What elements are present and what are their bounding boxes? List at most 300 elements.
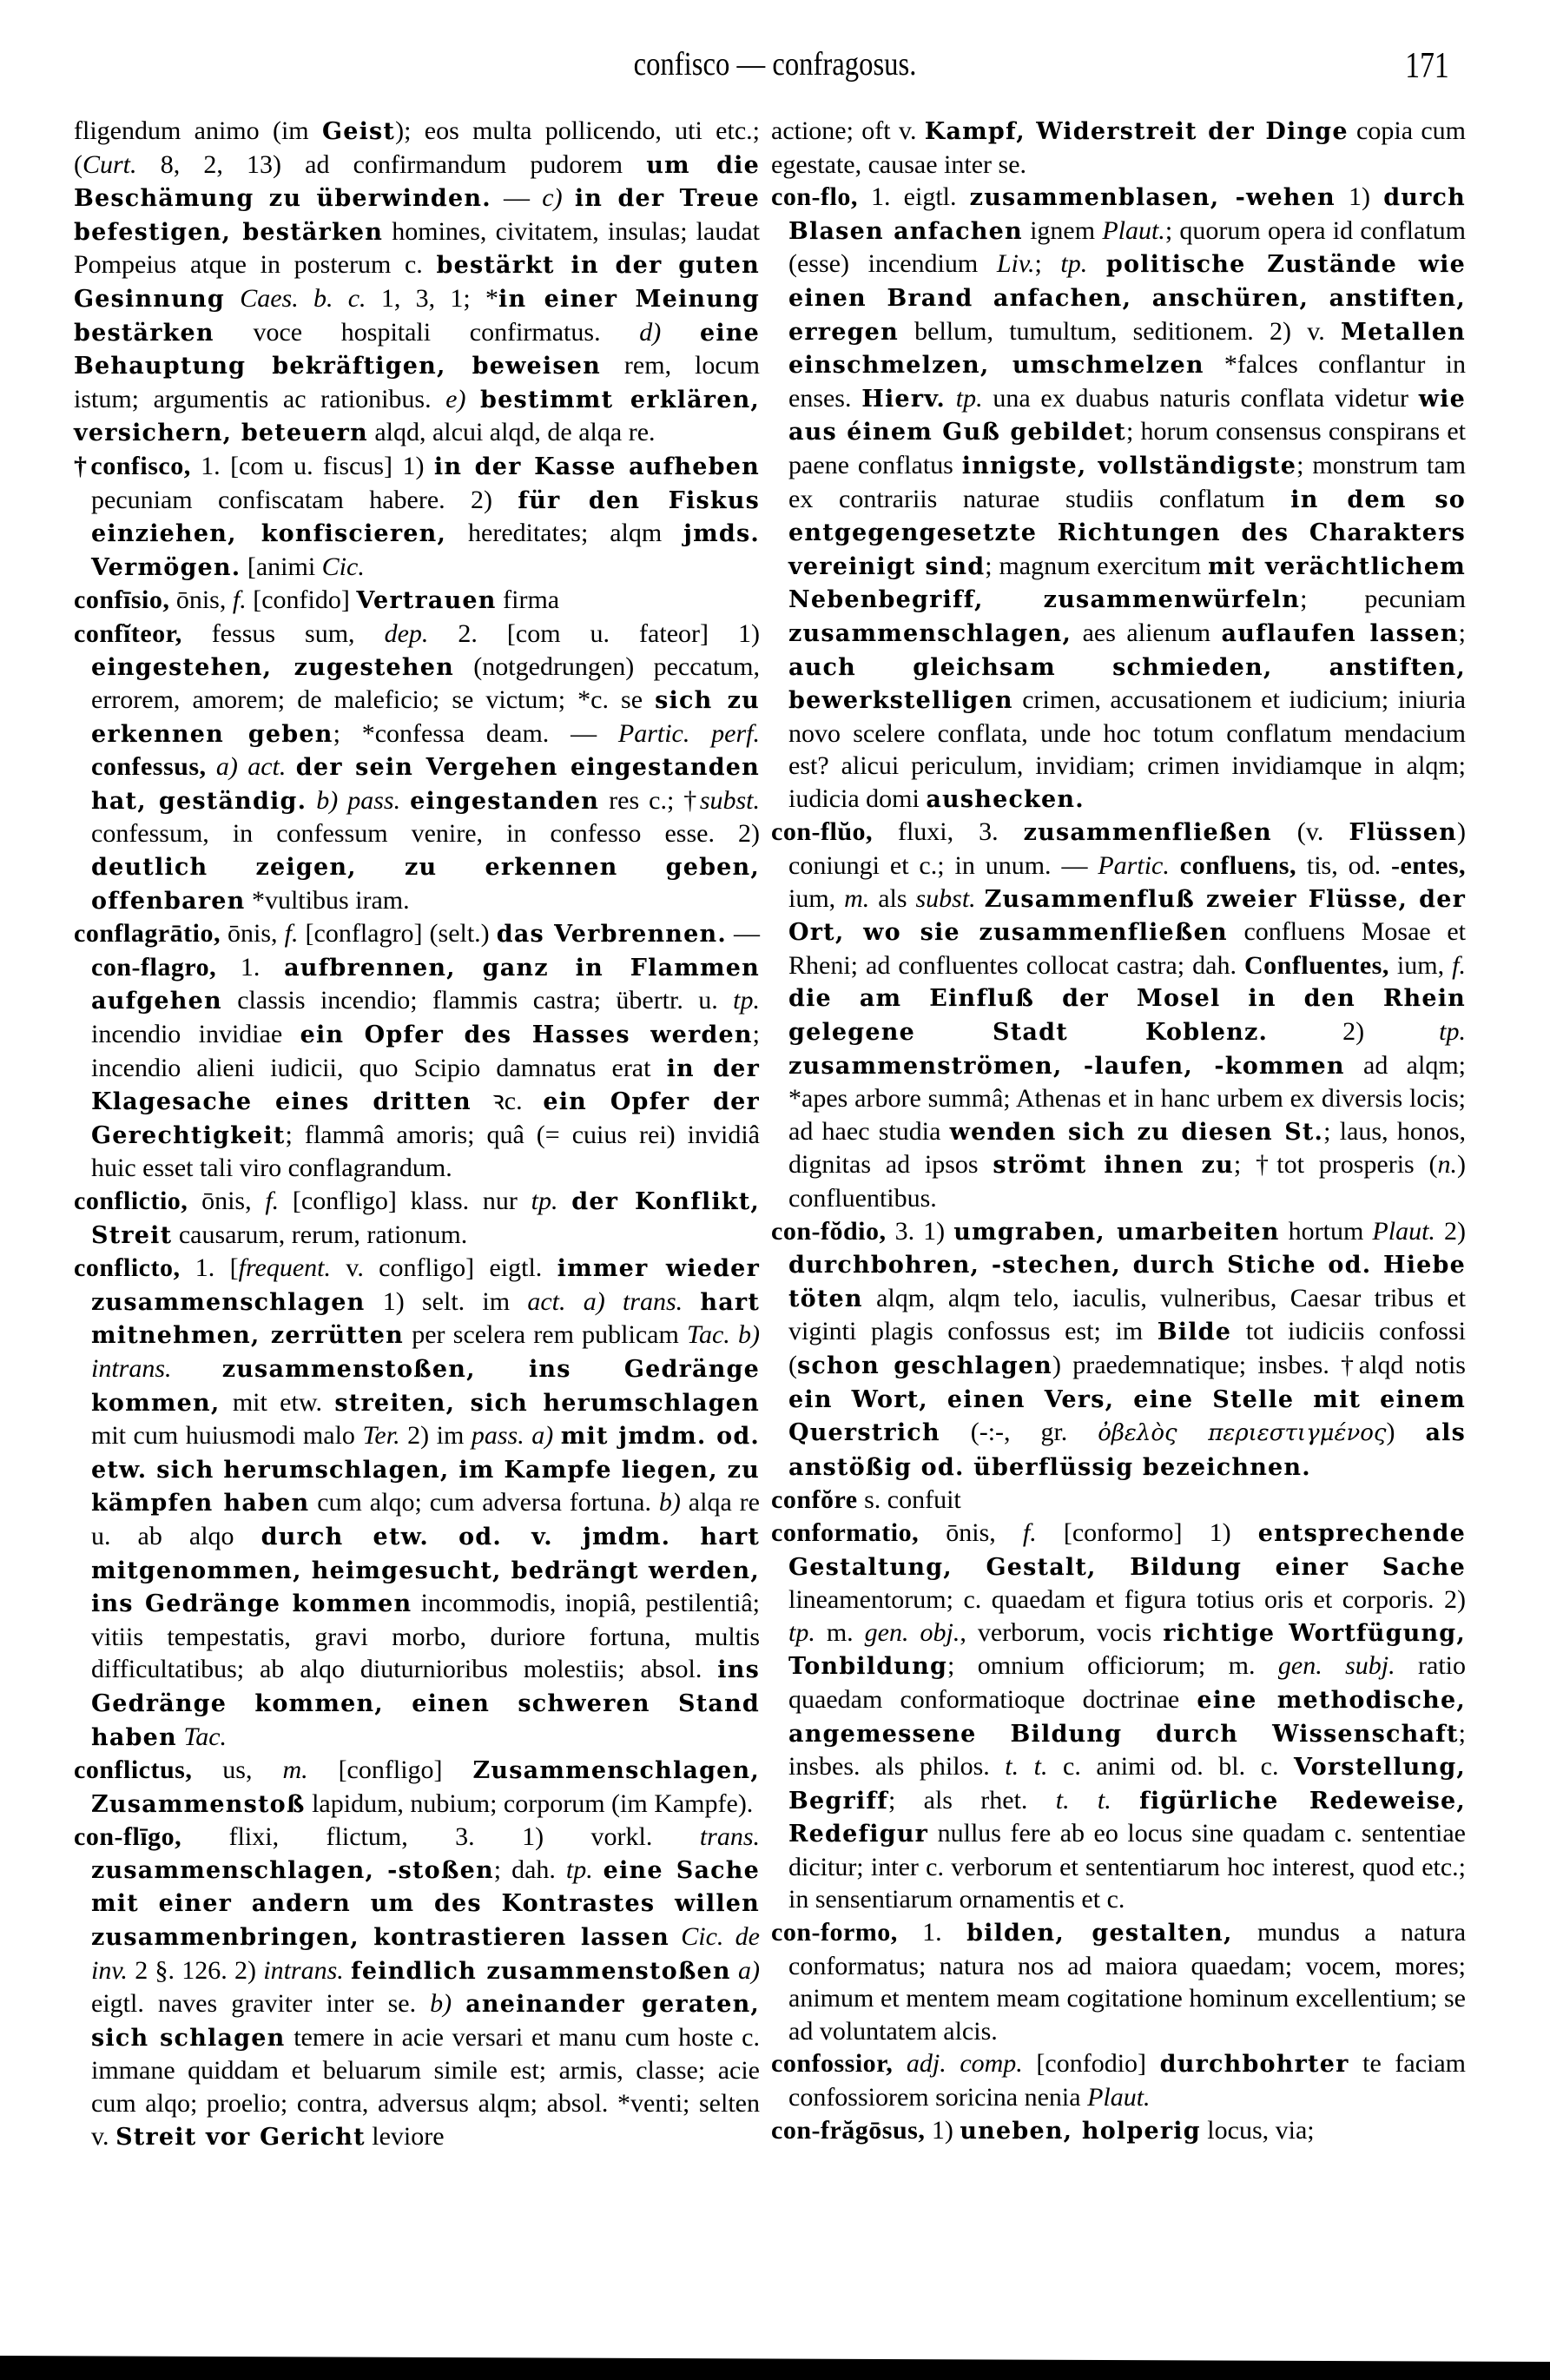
abbreviation: tp. (1439, 1017, 1466, 1047)
entry-text (976, 884, 985, 913)
dictionary-entry (74, 1252, 760, 1754)
entry-text: classis incendio; flammis castra; übertr. u. (221, 986, 734, 1015)
entry-headword: confĭteor, (74, 618, 182, 648)
entry-text: ; horum consensus conspirans et paene conflatus (788, 417, 1466, 479)
german-gloss: bestärkt in der guten Gesinnung (74, 252, 760, 313)
entry-headword: con-frăgōsus, (771, 2115, 926, 2145)
entry-text: ꝛc. (471, 1087, 544, 1116)
abbreviation: Ter. (362, 1421, 400, 1451)
entry-text: bellum, tumultum, seditionem. 2) v. (898, 316, 1342, 346)
entry-text: actione; oft v. (771, 116, 925, 145)
german-gloss: mit verächtlichem Nebenbegriff, zusammenwürfeln (788, 552, 1466, 614)
entry-text: 2) (1268, 1017, 1440, 1047)
entry-text: tot iudiciis confossi ( (788, 1317, 1466, 1379)
entry-text: (notgedrungen) peccatum, errorem, amorem; de maleficio; se victum; *c. se (91, 651, 761, 715)
abbreviation: Plaut. (1087, 2083, 1151, 2112)
german-gloss: auch gleichsam schmieden, anstiften, bewerkstelligen (788, 653, 1466, 715)
abbreviation: e) (445, 384, 466, 413)
sub-headword: confluens, (1179, 851, 1296, 881)
dictionary-entry (74, 1821, 760, 2153)
entry-text: us, (192, 1755, 283, 1785)
entry-headword: conflicto, (74, 1253, 181, 1283)
entry-text: hereditates; alqm (446, 519, 684, 548)
entry-text (452, 1989, 465, 2018)
abbreviation: a) act. (215, 752, 287, 782)
abbreviation: d) (639, 317, 662, 347)
entry-text: una ex duabus naturis conflata videtur (982, 383, 1419, 413)
german-gloss: zusammenstoßen, ins Gedränge kommen, (91, 1355, 760, 1417)
german-gloss: eingestehen, zugestehen (91, 653, 454, 681)
entry-text: ; (1034, 249, 1061, 279)
entry-text: ; *confessa deam. — (333, 718, 618, 748)
entry-text: ōnis, (220, 919, 285, 949)
entry-text: voce hospitali confirmatus. (214, 317, 640, 347)
entry-text: alqm, alqm telo, iaculis, vulneribus, Caesar tribus et viginti plagis confossus est; im (788, 1283, 1466, 1346)
german-gloss: strömt ihnen zu (993, 1152, 1234, 1180)
entry-text: 1. (897, 1918, 967, 1947)
entry-text: tis, od. (1296, 851, 1391, 881)
abbreviation: Caes. b. c. (240, 283, 366, 313)
dictionary-entry (74, 917, 760, 1185)
right-column (771, 115, 1466, 2147)
entry-text: ad alqm; *apes arbore summâ; Athenas et in hanc urbem ex diversis locis; ad haec studia (788, 1050, 1467, 1146)
german-gloss: das Verbrennen. (496, 921, 727, 949)
abbreviation: intrans. (263, 1955, 344, 1985)
dictionary-entry (74, 1185, 760, 1252)
entry-text (207, 752, 216, 781)
german-gloss: figürliche Redeweise, Redefigur (788, 1787, 1467, 1848)
abbreviation: Partic. (1098, 851, 1170, 881)
entry-text: ); eos multa pollicendo, uti etc.; ( (74, 116, 760, 179)
entry-headword: conformatio, (771, 1517, 920, 1547)
german-gloss: als anstößig od. überflüssig bezeichnen. (788, 1419, 1466, 1481)
entry-text: incommodis, inopiâ, pestilentiâ; vitiis tempestatis, gravi morbo, duriore fortuna, multis difficultatibus; ab alqo diuturnioribus molestiis; absol. (91, 1589, 760, 1684)
abbreviation: c) (542, 183, 563, 213)
entry-headword: con-flŭo, (771, 817, 873, 847)
german-gloss: Flüssen (1349, 819, 1457, 847)
abbreviation: gen. obj. (864, 1617, 960, 1647)
entry-text: ) coniungi et c.; in unum. — (788, 817, 1466, 881)
german-gloss: aneinander geraten, sich schlagen (91, 1991, 761, 2052)
german-gloss: bilden, gestalten, (966, 1920, 1233, 1947)
entry-text: 3. 1) (886, 1216, 954, 1246)
entry-text (731, 1956, 738, 1985)
german-gloss: zusammenschlagen, (788, 619, 1072, 647)
entry-text: — (726, 919, 760, 949)
entry-text: ōnis, (188, 1187, 266, 1215)
entry-text: confluens Mosae et Rheni; ad confluentes collocat castra; dah. (788, 917, 1467, 980)
abbreviation: adj. comp. (906, 2049, 1023, 2079)
entry-text: [animi (241, 552, 322, 581)
german-gloss: Streit vor Gericht (115, 2123, 366, 2151)
abbreviation: f. (1452, 950, 1466, 980)
entry-text: ; †tot prosperis ( (1233, 1150, 1438, 1180)
entry-text: rem, locum istum; argumentis ac rationibus. (74, 351, 760, 413)
entry-text: aes alienum (1072, 618, 1222, 647)
entry-text (1087, 249, 1106, 278)
entry-text (172, 1354, 222, 1383)
entry-headword: con-formo, (771, 1918, 898, 1947)
german-gloss: umgraben, umarbeiten (953, 1218, 1280, 1246)
abbreviation: Tac. (687, 1320, 730, 1350)
german-gloss: deutlich zeigen, zu erkennen geben, offenbaren (91, 854, 760, 915)
german-gloss: durch Blasen anfachen (788, 184, 1466, 245)
entry-text: lineamentorum; c. quaedam et figura totius oris et corporis. 2) (788, 1585, 1466, 1615)
dictionary-entry (771, 2114, 1466, 2148)
german-gloss: sich zu erkennen geben (91, 687, 760, 748)
german-gloss: in der Treue befestigen, bestärken (74, 185, 761, 246)
german-gloss: aufbrennen, ganz in Flammen aufgehen (91, 954, 761, 1015)
entry-text: [confligo] klass. nur (279, 1187, 531, 1215)
german-gloss: der Konflikt, Streit (91, 1188, 761, 1249)
entry-text: cum alqo; cum adversa fortuna. (309, 1488, 659, 1517)
entry-text: 1, 3, 1; * (366, 283, 498, 313)
entry-text: alqa re u. ab alqo (91, 1488, 760, 1550)
dictionary-entry (771, 1916, 1466, 2047)
entry-text: ; laus, honos, dignitas ad ipsos (788, 1116, 1466, 1180)
entry-text: ; als rhet. (888, 1785, 1056, 1815)
entry-text: homines, civitatem, insulas; laudat Pompeius atque in posterum c. (74, 216, 760, 280)
german-gloss: eine Behauptung bekräftigen, beweisen (74, 319, 760, 380)
entry-text: 1) (925, 2115, 960, 2145)
entry-headword: confossior, (771, 2049, 894, 2079)
abbreviation: b) intrans. (91, 1320, 760, 1383)
abbreviation: Liv. (996, 249, 1035, 279)
german-gloss: feindlich zusammenstoßen (351, 1957, 731, 1985)
german-gloss: in der Kasse aufheben (433, 453, 760, 480)
german-gloss: durchbohren, -stechen, durch Stiche od. Hiebe töten (788, 1252, 1466, 1312)
page-number: 171 (1405, 46, 1449, 86)
german-gloss: zusammenschlagen, -stoßen (91, 1856, 494, 1884)
entry-text (1111, 1786, 1139, 1815)
german-gloss: der sein Vergehen eingestanden hat, geständig. (91, 754, 761, 815)
entry-text: fluxi, 3. (873, 817, 1024, 847)
dictionary-entry (771, 1517, 1466, 1916)
german-gloss: entsprechende Gestaltung, Gestalt, Bildung einer Sache (788, 1519, 1466, 1581)
abbreviation: subst. (915, 883, 976, 913)
german-gloss: zusammenfließen (1023, 819, 1272, 847)
entry-headword: confŏre (771, 1485, 858, 1515)
entry-text: 2. [com u. fateor] 1) (428, 618, 760, 648)
entry-text (593, 1855, 604, 1884)
entry-text (557, 1187, 571, 1215)
entry-continuation (771, 115, 1466, 181)
entry-text: fessus sum, (181, 618, 385, 648)
german-gloss: bestimmt erklären, versichern, beteuern (74, 386, 761, 447)
entry-text: s. confuit (857, 1485, 961, 1515)
entry-text (553, 1421, 561, 1450)
entry-text (286, 752, 295, 781)
abbreviation: m. (844, 883, 870, 913)
sub-headword: con-flagro, (91, 952, 217, 982)
entry-text: ; dah. (493, 1854, 566, 1884)
entry-text: [confodio] (1022, 2049, 1160, 2079)
entry-text: v. confligo] eigtl. (330, 1253, 557, 1283)
entry-text: [conflagro] (selt.) (298, 919, 497, 949)
entry-text: *vultibus iram. (245, 885, 410, 915)
entry-text: 2) im (399, 1421, 472, 1451)
sub-headword: confessus, (91, 752, 207, 782)
entry-text: lapidum, nubium; corporum (im Kampfe). (305, 1788, 754, 1818)
entry-text: causarum, rerum, rationum. (172, 1220, 468, 1249)
entry-text (669, 1922, 681, 1951)
abbreviation: t. t. (1005, 1752, 1048, 1782)
abbreviation: pass. a) (471, 1421, 554, 1451)
entry-text: ium, (1388, 950, 1453, 980)
entry-text: res c.; † (599, 785, 700, 815)
entry-text: 2) (1435, 1216, 1466, 1246)
german-gloss: ein Wort, einen Vers, eine Stelle mit einem Querstrich (788, 1385, 1466, 1447)
entry-text: firma (496, 585, 560, 615)
entry-text: ratio quaedam conformatioque doctrinae (788, 1651, 1466, 1714)
entry-text (400, 786, 410, 815)
entry-text: [confligo] (307, 1755, 473, 1785)
german-gloss: Metallen einschmelzen, umschmelzen (788, 318, 1466, 380)
sub-headword: -entes, (1391, 851, 1466, 881)
entry-text: ; magnum exercitum (985, 551, 1209, 580)
dictionary-entry (771, 816, 1466, 1214)
abbreviation: tp. (955, 383, 983, 413)
abbreviation: t. t. (1055, 1785, 1111, 1815)
german-gloss: schon geschlagen (797, 1352, 1052, 1379)
german-gloss: innigste, vollständigste (961, 452, 1297, 479)
entry-text: — (491, 183, 543, 213)
entry-text: confessum, in confessum venire, in confesso esse. 2) (91, 819, 760, 849)
german-gloss: durch etw. od. v. jmdm. hart mitgenommen, heimgesucht, bedrängt werden, ins Gedränge kommen (91, 1523, 760, 1618)
german-gloss: Geist (321, 118, 396, 145)
sub-headword: Confluentes, (1244, 950, 1389, 980)
abbreviation: Cic. de inv. (91, 1922, 760, 1985)
abbreviation: f. (265, 1187, 280, 1215)
german-gloss: um die Beschämung zu überwinden. (74, 151, 760, 213)
abbreviation: tp. (565, 1854, 593, 1884)
greek-text: ὀβελὸς περιεστιγμένος (1098, 1420, 1387, 1447)
entry-text: 1. eigtl. (857, 182, 970, 212)
abbreviation: subst. (699, 785, 761, 815)
entry-text (307, 786, 316, 815)
entry-text: mit etw. (220, 1387, 335, 1417)
german-gloss: eingestanden (410, 787, 600, 815)
german-gloss: wie aus éinem Guß gebildet (788, 385, 1467, 446)
entry-text: ; insbes. als philos. (788, 1718, 1466, 1782)
german-gloss: aushecken. (926, 785, 1085, 813)
entry-text (563, 183, 575, 212)
entry-text: ) praedemnatique; insbes. †alqd notis (1052, 1350, 1466, 1379)
entry-text: 1) (1335, 182, 1384, 212)
german-gloss: eine methodische, angemessene Bildung durch Wissenschaft (788, 1686, 1466, 1748)
entry-text: mit cum huiusmodi malo (91, 1421, 363, 1451)
entry-text: ) confluentibus. (788, 1150, 1466, 1213)
entry-text (946, 384, 956, 413)
scan-edge-bar (0, 2356, 1550, 2380)
german-gloss: in einer Meinung bestärken (74, 285, 760, 347)
entry-headword: conflagrātio, (74, 919, 221, 949)
german-gloss: auflaufen lassen (1221, 619, 1459, 647)
dictionary-entry (74, 618, 760, 917)
german-gloss: mit jmdm. od. etw. sich herumschlagen, im Kampfe liegen, zu kämpfen haben (91, 1423, 761, 1517)
abbreviation: trans. (699, 1822, 760, 1852)
entry-text (683, 1287, 700, 1316)
entry-text: ) (1386, 1418, 1426, 1447)
entry-text: ; incendio alieni iudicii, quo Scipio damnatus erat (91, 1020, 761, 1082)
entry-text: pecuniam confiscatam habere. 2) (91, 485, 518, 514)
entry-text: copia cum egestate, causae inter se. (771, 116, 1466, 179)
entry-headword: confīsio, (74, 585, 170, 615)
entry-text: flixi, flictum, 3. 1) vorkl. (181, 1822, 700, 1852)
abbreviation: f. (1022, 1517, 1037, 1547)
german-gloss: in der Klagesache eines dritten (91, 1054, 760, 1116)
entry-headword: con-flo, (771, 182, 858, 212)
entry-text: m. (815, 1617, 865, 1647)
abbreviation: act. a) trans. (527, 1286, 683, 1316)
entry-text: 1. (216, 952, 285, 982)
dictionary-entry (771, 2047, 1466, 2113)
abbreviation: b) (430, 1989, 452, 2019)
entry-text: eigtl. naves graviter inter se. (91, 1989, 431, 2019)
german-gloss: ein Opfer des Hasses werden (300, 1021, 753, 1049)
entry-text: (-:-, gr. (940, 1418, 1098, 1447)
german-gloss: Zusammenfluß zweier Flüsse, der Ort, wo sie zusammenfließen (788, 885, 1467, 947)
entry-headword: con-fŏdio, (771, 1216, 887, 1246)
dictionary-entry (771, 1215, 1466, 1484)
entry-text: alqd, alcui alqd, de alqa re. (367, 418, 656, 447)
entry-text: ; flammâ amoris; quâ (= cuius rei) invidiâ huic esset tali viro conflagrandum. (91, 1120, 760, 1183)
abbreviation: a) (738, 1955, 761, 1985)
entry-text: ; pecuniam (1300, 585, 1466, 614)
entry-text: ōnis, (919, 1517, 1023, 1547)
abbreviation: dep. (384, 618, 429, 648)
abbreviation: tp. (1060, 249, 1088, 279)
entry-text: locus, via; (1200, 2115, 1315, 2145)
entry-text: hortum (1279, 1216, 1373, 1246)
german-gloss: streiten, sich herumschlagen (334, 1389, 760, 1417)
dictionary-entry (771, 181, 1466, 816)
abbreviation: frequent. (238, 1253, 331, 1283)
entry-headword: conflictus, (74, 1755, 193, 1785)
dictionary-entry (74, 584, 760, 618)
entry-text: incendio invidiae (91, 1020, 300, 1049)
entry-text: ōnis, (169, 585, 233, 615)
abbreviation: Partic. perf. (617, 718, 760, 748)
entry-text: ; (1458, 618, 1466, 647)
abbreviation: Tac. (183, 1722, 228, 1751)
german-gloss: uneben, holperig (960, 2117, 1201, 2145)
entry-text: [confido] (246, 585, 357, 615)
entry-text: mundus a natura conformatus; natura nos ad maiora quaedam; vocem, mores; animum et mentem meam cogitatione hominum excellentium; se ad voluntatem alcis. (788, 1918, 1467, 2046)
abbreviation: tp. (733, 986, 760, 1015)
german-gloss: zusammenblasen, -wehen (969, 184, 1336, 212)
german-gloss: ein Opfer der Gerechtigkeit (91, 1088, 760, 1149)
german-gloss: für den Fiskus einziehen, konfiscieren, (91, 486, 760, 548)
german-gloss: wenden sich zu diesen St. (949, 1118, 1324, 1146)
abbreviation: gen. subj. (1277, 1651, 1395, 1681)
abbreviation: f. (232, 585, 247, 615)
left-column (74, 115, 760, 2153)
abbreviation: f. (284, 919, 299, 949)
abbreviation: n. (1437, 1150, 1457, 1180)
german-gloss: Kampf, Widerstreit der Dinge (924, 118, 1349, 145)
entry-text: als (869, 883, 916, 913)
abbreviation: b) (658, 1488, 681, 1517)
entry-text (465, 385, 480, 413)
page-header (0, 45, 1550, 97)
german-gloss: immer wieder zusammenschlagen (91, 1255, 760, 1316)
german-gloss: die am Einfluß der Mosel in den Rhein gelegene Stadt Koblenz. (788, 985, 1466, 1047)
entry-text: 2 §. 126. 2) (127, 1955, 264, 1985)
german-gloss: durchbohrter (1159, 2051, 1349, 2079)
german-gloss: jmds. Vermögen. (91, 520, 760, 581)
abbreviation: tp. (788, 1617, 815, 1647)
entry-text (893, 2049, 907, 2078)
german-gloss: Zusammenschlagen, Zusammenstoß (91, 1757, 760, 1818)
german-gloss: Vertrauen (356, 587, 497, 615)
entry-text (344, 1956, 351, 1985)
entry-text: ium, (788, 883, 845, 913)
entry-headword: conflictio, (74, 1187, 188, 1215)
dictionary-entry (74, 450, 760, 584)
entry-text: temere in acie versari et manu cum hoste c. immane quiddam et beluarum simile est; armis, classe; acie cum alqo; proelio; contra, adversus alqm; absol. *venti; selten v. (91, 2022, 761, 2151)
entry-text: 8, 2, 13) ad confirmandum pudorem (136, 149, 647, 179)
entry-text: 1. [ (180, 1253, 239, 1283)
entry-text: te faciam confossiorem soricina nenia (788, 2049, 1466, 2112)
german-gloss: ins Gedränge kommen, einen schweren Stand haben (91, 1656, 760, 1751)
entry-text: 1) selt. im (365, 1286, 528, 1316)
entry-headword: †confisco, (74, 451, 191, 480)
german-gloss: richtige Wortfügung, Tonbildung (788, 1619, 1466, 1681)
abbreviation: Cic. (321, 552, 365, 581)
german-gloss: hart mitnehmen, zerrütten (91, 1288, 760, 1350)
german-gloss: zusammenströmen, -laufen, -kommen (788, 1052, 1345, 1080)
german-gloss: in dem so entgegengesetzte Richtungen des Charakters vereinigt sind (788, 486, 1466, 580)
entry-text: *falces conflantur in enses. (788, 350, 1466, 413)
entry-text (1170, 851, 1180, 880)
entry-headword: con-flīgo, (74, 1822, 182, 1852)
entry-continuation (74, 115, 760, 450)
abbreviation: tp. (531, 1187, 558, 1215)
entry-text: ; monstrum tam ex contrariis naturae studiis conflatum (788, 450, 1466, 513)
entry-text: crimen, accusationem et iudicium; iniuria novo scelere conflata, unde hoc totum conflatum mendacium est? alicui periculum, invidiam; crimen invidiamque in alqm; iudicia domi (788, 685, 1466, 813)
entry-text: [conformo] 1) (1036, 1517, 1258, 1547)
abbreviation: Plaut. (1102, 215, 1165, 245)
entry-text: fligendum animo (im (74, 116, 322, 145)
entry-text (225, 284, 240, 313)
entry-text: 1. [com u. fiscus] 1) (190, 451, 434, 480)
entry-text (730, 1320, 738, 1349)
entry-text: (v. (1271, 817, 1349, 847)
entry-text: nullus fere ab eo locus sine quadam c. sententiae dicitur; inter c. verborum et sententiarum hoc interest, quod etc.; in sensentiarum ornamentis et c. (788, 1819, 1466, 1914)
german-gloss: Hierv. (861, 385, 946, 413)
entry-text (661, 318, 700, 347)
abbreviation: Plaut. (1372, 1216, 1435, 1246)
entry-text: leviore (365, 2121, 445, 2151)
dictionary-entry (74, 1754, 760, 1821)
dictionary-entry (771, 1484, 1466, 1517)
german-gloss: politische Zustände wie einen Brand anfachen, anschüren, anstiften, erregen (788, 251, 1466, 346)
entry-text: , verborum, vocis (960, 1617, 1164, 1647)
abbreviation: m. (282, 1755, 308, 1785)
entry-text: per scelera rem publicam (404, 1320, 688, 1350)
german-gloss: Vorstellung, Begriff (788, 1754, 1467, 1815)
abbreviation: b) pass. (316, 785, 401, 815)
entry-text: c. animi od. bl. c. (1047, 1752, 1294, 1782)
abbreviation: Curt. (82, 149, 137, 179)
entry-text: ; quorum opera id conflatum (esse) incendium (788, 215, 1466, 279)
german-gloss: eine Sache mit einer andern um des Kontrastes willen zusammenbringen, kontrastieren lassen (91, 1856, 761, 1952)
entry-text: ; omnium officiorum; m. (947, 1651, 1278, 1681)
entry-text: ignem (1022, 215, 1103, 245)
running-title: confisco — confragosus. (633, 46, 917, 83)
german-gloss: Bilde (1157, 1319, 1232, 1346)
